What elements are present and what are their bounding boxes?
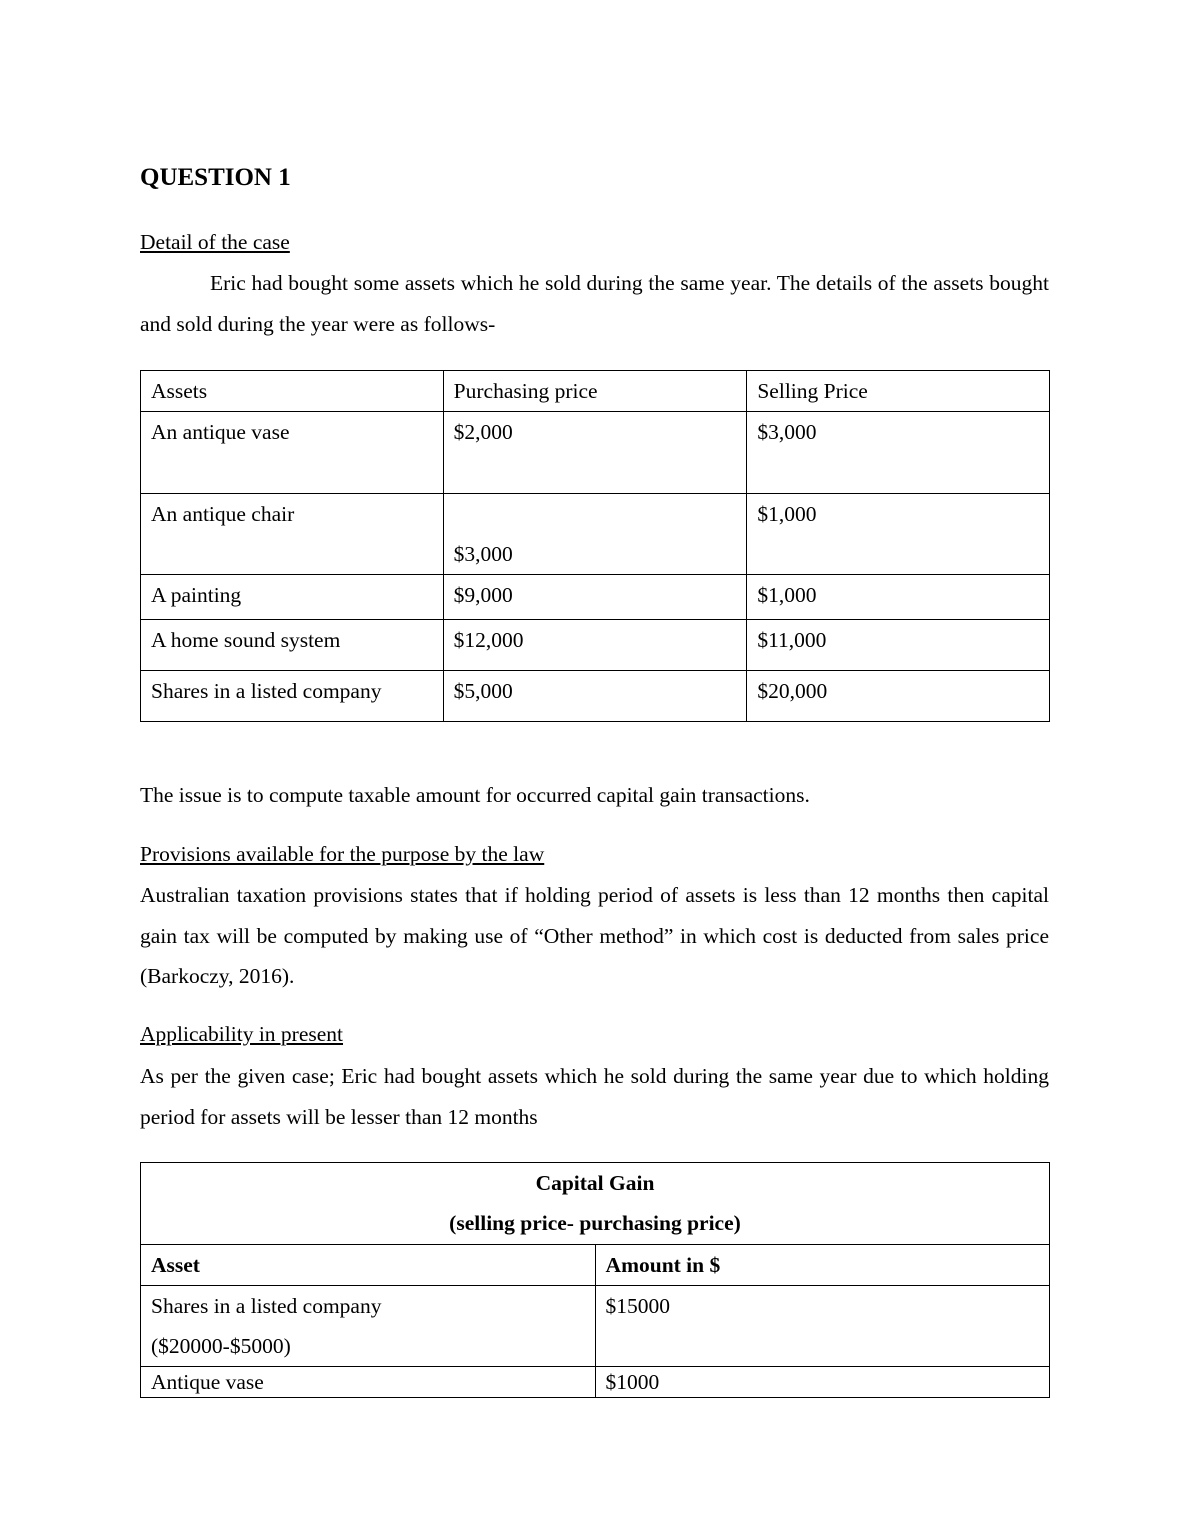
gain-table-title: Capital Gain bbox=[535, 1171, 655, 1195]
header-cell: Purchasing price bbox=[443, 371, 747, 412]
selling-cell: $20,000 bbox=[747, 671, 1050, 722]
gain-table-title-cell bbox=[141, 1163, 1050, 1245]
question-heading: QUESTION 1 bbox=[140, 164, 291, 191]
gain-table-subtitle: (selling price- purchasing price) bbox=[449, 1211, 741, 1235]
asset-name: Shares in a listed company bbox=[151, 1294, 382, 1318]
asset-cell: An antique vase bbox=[141, 412, 444, 494]
detail-paragraph: Eric had bought some assets which he sold during the same year. The details of the assets bought and sold during the year were as follows- bbox=[140, 271, 1049, 336]
selling-cell: $1,000 bbox=[747, 494, 1050, 575]
purchase-cell: $3,000 bbox=[443, 494, 747, 575]
issue-paragraph: The issue is to compute taxable amount for occurred capital gain transactions. bbox=[140, 783, 810, 807]
gain-table-title-row bbox=[141, 1163, 1050, 1245]
amount-cell: $1000 bbox=[595, 1367, 1049, 1398]
applicability-heading: Applicability in present bbox=[140, 1022, 344, 1046]
gain-table-header bbox=[141, 1245, 1050, 1286]
asset-cell: A home sound system bbox=[141, 620, 444, 671]
header-cell: Asset bbox=[141, 1245, 596, 1286]
asset-cell: Antique vase bbox=[141, 1367, 596, 1398]
asset-table bbox=[140, 370, 1050, 722]
capital-gain-table bbox=[140, 1162, 1050, 1398]
header-cell: Selling Price bbox=[747, 371, 1050, 412]
table-row bbox=[141, 671, 1050, 722]
asset-cell: A painting bbox=[141, 575, 444, 620]
provisions-paragraph: Australian taxation provisions states that if holding period of assets is less than 12 months then capital gain tax will be computed by making use of “Other method” in which cost is deducted from sales price (Barkoczy, 2016). bbox=[140, 883, 1049, 988]
provisions-heading: Provisions available for the purpose by the law bbox=[140, 842, 545, 866]
amount-cell: $15000 bbox=[595, 1286, 1049, 1367]
table-row bbox=[141, 1286, 1050, 1367]
purchase-cell: $9,000 bbox=[443, 575, 747, 620]
selling-cell: $3,000 bbox=[747, 412, 1050, 494]
applicability-paragraph: As per the given case; Eric had bought assets which he sold during the same year due to which holding period for assets will be lesser than 12 months bbox=[140, 1064, 1049, 1129]
header-cell: Assets bbox=[141, 371, 444, 412]
header-cell: Amount in $ bbox=[595, 1245, 1049, 1286]
detail-heading: Detail of the case bbox=[140, 230, 290, 254]
table-row bbox=[141, 494, 1050, 575]
table-row bbox=[141, 575, 1050, 620]
purchase-cell: $5,000 bbox=[443, 671, 747, 722]
selling-cell: $1,000 bbox=[747, 575, 1050, 620]
asset-cell: Shares in a listed company bbox=[141, 671, 444, 722]
asset-table-header bbox=[141, 371, 1050, 412]
asset-cell: An antique chair bbox=[141, 494, 444, 575]
table-row bbox=[141, 412, 1050, 494]
asset-calculation: ($20000-$5000) bbox=[151, 1334, 291, 1358]
table-row bbox=[141, 1367, 1050, 1398]
table-row bbox=[141, 620, 1050, 671]
selling-cell: $11,000 bbox=[747, 620, 1050, 671]
purchase-cell: $12,000 bbox=[443, 620, 747, 671]
asset-cell bbox=[141, 1286, 596, 1367]
purchase-cell: $2,000 bbox=[443, 412, 747, 494]
